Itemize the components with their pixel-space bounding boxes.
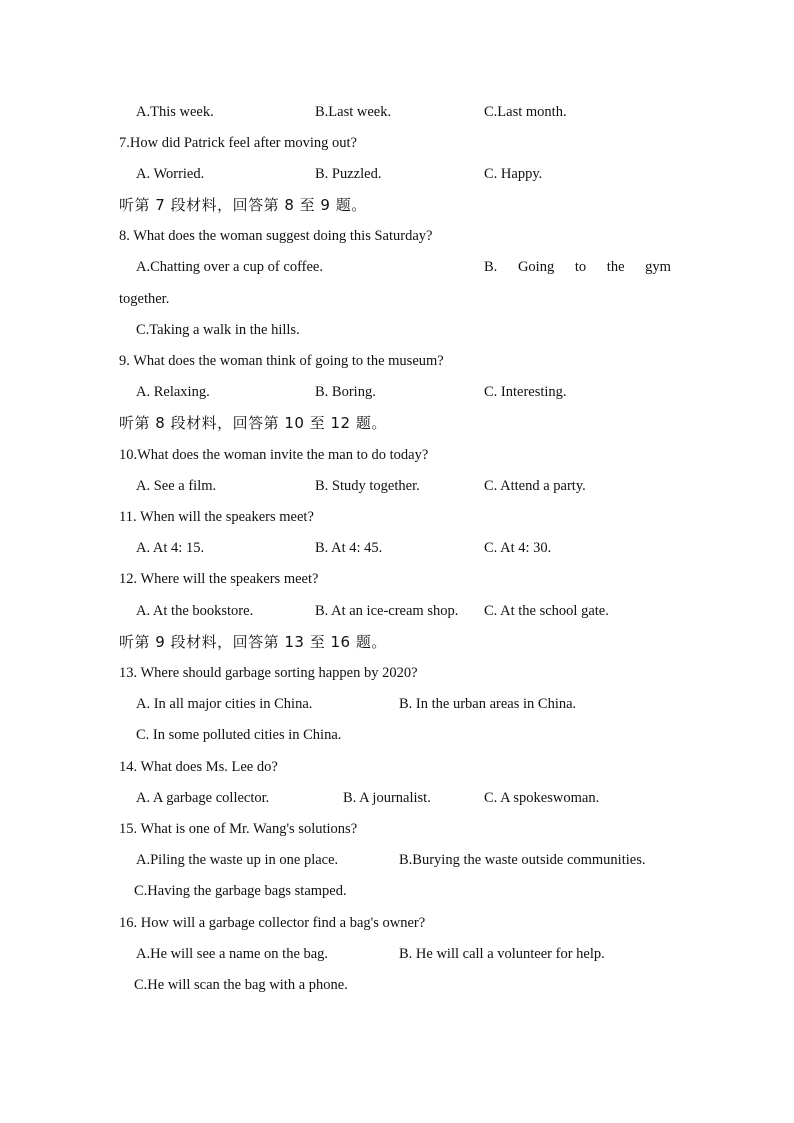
q10-question: 10.What does the woman invite the man to do today? [119, 447, 429, 463]
q11-question: 11. When will the speakers meet? [119, 509, 314, 525]
q8-option-c: C.Taking a walk in the hills. [136, 322, 300, 338]
q11-option-b: B. At 4: 45. [315, 540, 383, 556]
q8-option-b-word: Going [517, 259, 555, 275]
q6-option-b: B.Last week. [315, 104, 392, 120]
q12-option-c: C. At the school gate. [484, 603, 609, 619]
q16-option-c: C.He will scan the bag with a phone. [134, 977, 348, 993]
q14-option-a: A. A garbage collector. [136, 790, 270, 806]
q12-option-b: B. At an ice-cream shop. [315, 603, 459, 619]
section-7-header: 听第 7 段材料，回答第 8 至 9 题。 [119, 196, 367, 214]
section-8-header: 听第 8 段材料，回答第 10 至 12 题。 [119, 414, 387, 432]
q8-option-b [484, 257, 671, 277]
q8-option-b-word: gym [645, 259, 671, 275]
q14-option-b: B. A journalist. [343, 790, 431, 806]
q6-option-a: A.This week. [136, 104, 214, 120]
q8-option-b-word: B. [484, 259, 498, 275]
q9-option-b: B. Boring. [315, 384, 376, 400]
q7-option-c: C. Happy. [484, 166, 543, 182]
q15-option-b: B.Burying the waste outside communities. [399, 852, 646, 868]
q11-option-c: C. At 4: 30. [484, 540, 552, 556]
q16-question: 16. How will a garbage collector find a bag's owner? [119, 915, 426, 931]
q15-option-a: A.Piling the waste up in one place. [136, 852, 339, 868]
q13-option-a: A. In all major cities in China. [136, 696, 313, 712]
q7-option-b: B. Puzzled. [315, 166, 382, 182]
q8-option-b-word: to [574, 259, 587, 275]
q16-option-b: B. He will call a volunteer for help. [399, 946, 605, 962]
q15-question: 15. What is one of Mr. Wang's solutions? [119, 821, 358, 837]
q13-option-b: B. In the urban areas in China. [399, 696, 577, 712]
q8-option-a: A.Chatting over a cup of coffee. [136, 259, 323, 275]
q10-option-b: B. Study together. [315, 478, 420, 494]
q12-question: 12. Where will the speakers meet? [119, 571, 319, 587]
q10-option-c: C. Attend a party. [484, 478, 586, 494]
q9-option-c: C. Interesting. [484, 384, 567, 400]
q8-option-b-word: the [606, 259, 625, 275]
q6-option-c: C.Last month. [484, 104, 567, 120]
q13-option-c: C. In some polluted cities in China. [136, 727, 342, 743]
q7-option-a: A. Worried. [136, 166, 205, 182]
q11-option-a: A. At 4: 15. [136, 540, 205, 556]
q10-option-a: A. See a film. [136, 478, 217, 494]
q14-option-c: C. A spokeswoman. [484, 790, 600, 806]
q16-option-a: A.He will see a name on the bag. [136, 946, 329, 962]
section-9-header: 听第 9 段材料，回答第 13 至 16 题。 [119, 633, 387, 651]
q9-question: 9. What does the woman think of going to the museum? [119, 353, 444, 369]
q14-question: 14. What does Ms. Lee do? [119, 759, 278, 775]
q12-option-a: A. At the bookstore. [136, 603, 254, 619]
q15-option-c: C.Having the garbage bags stamped. [134, 883, 347, 899]
q8-question: 8. What does the woman suggest doing this Saturday? [119, 228, 433, 244]
q7-question: 7.How did Patrick feel after moving out? [119, 135, 357, 151]
q8-option-b-continued: together. [119, 291, 170, 307]
q13-question: 13. Where should garbage sorting happen by 2020? [119, 665, 418, 681]
q9-option-a: A. Relaxing. [136, 384, 210, 400]
